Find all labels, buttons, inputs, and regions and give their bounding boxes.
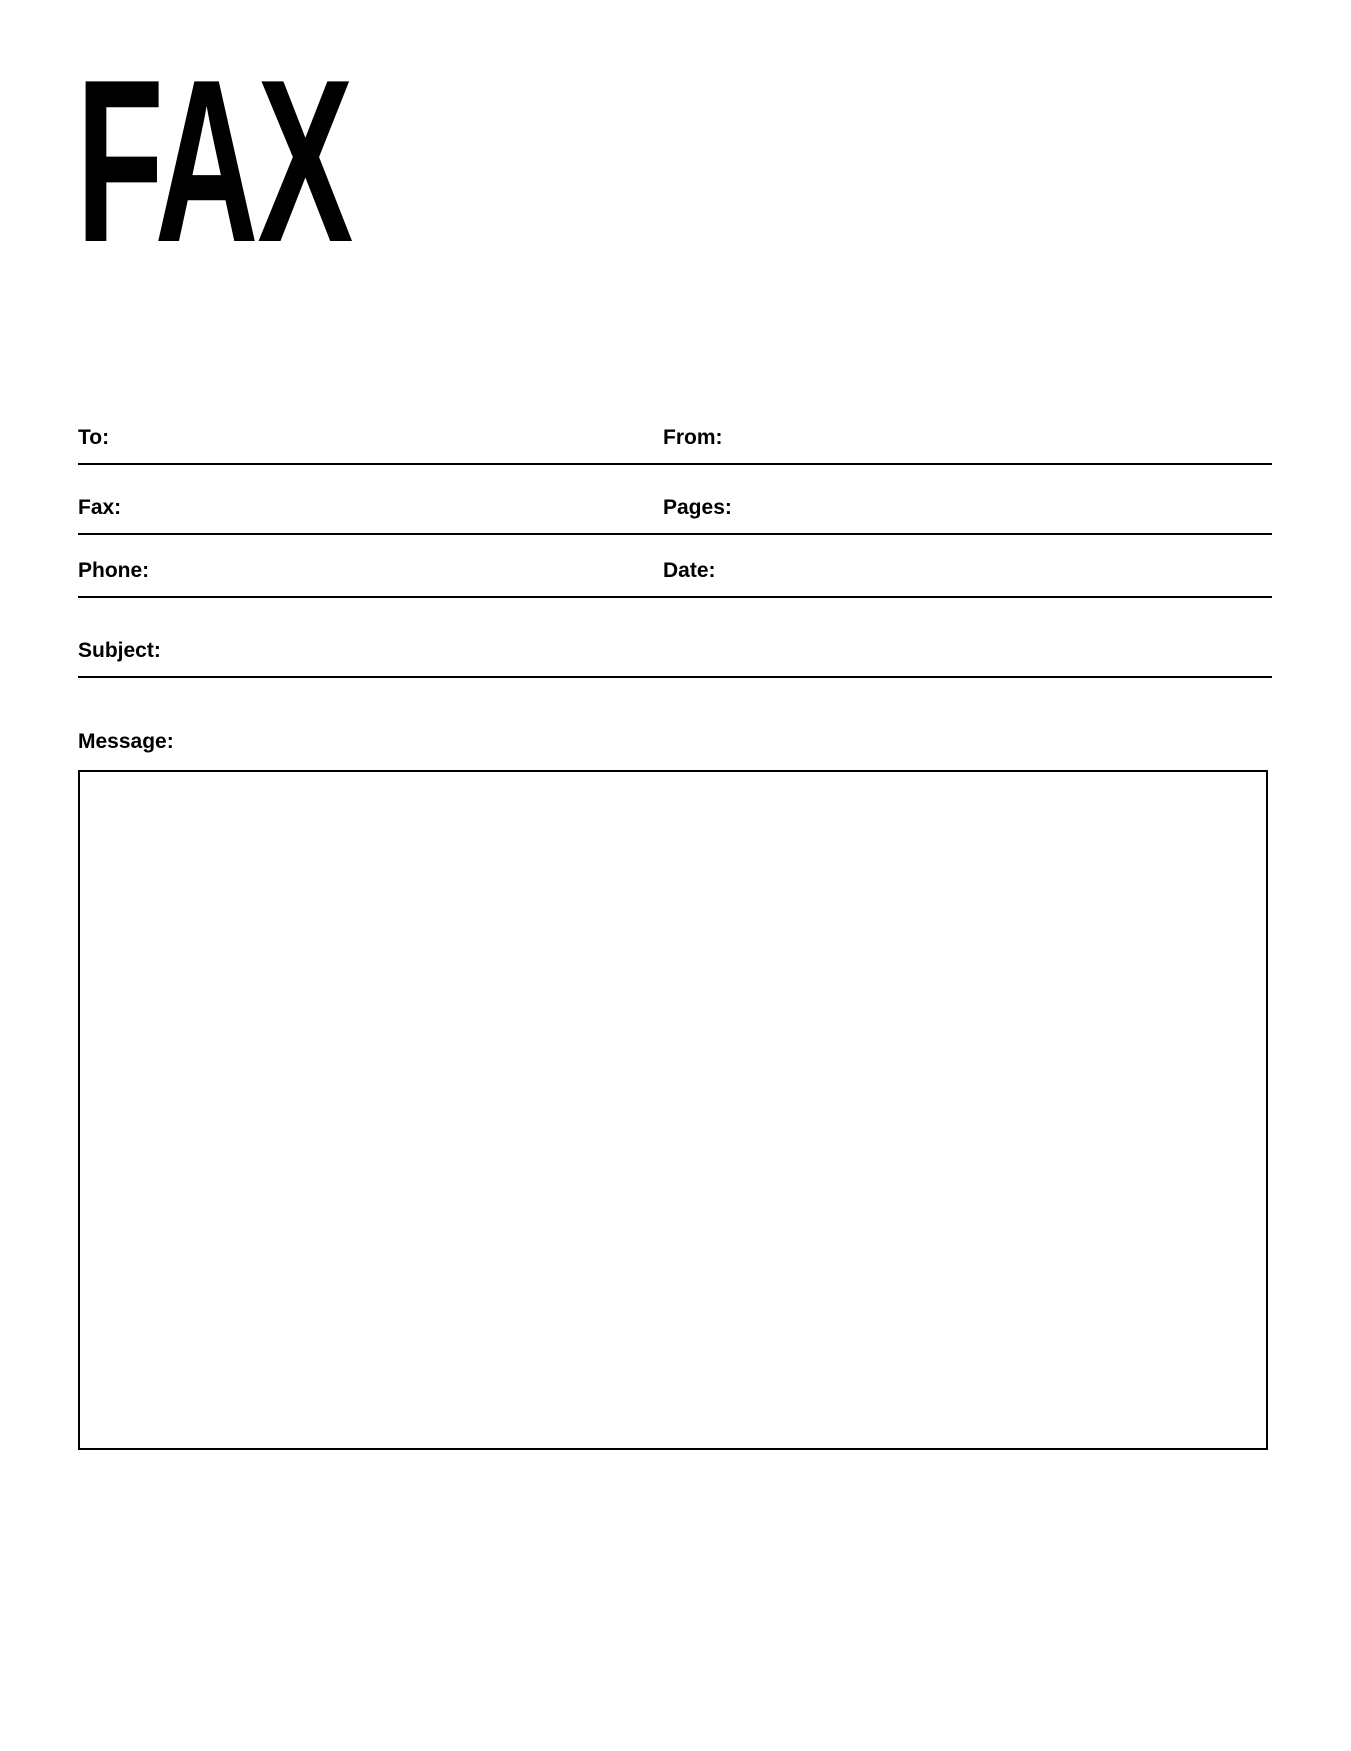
- field-subject-rule: [78, 676, 1272, 678]
- field-row-phone-date: [78, 558, 1272, 598]
- field-subject-label: Subject:: [78, 639, 161, 662]
- message-box[interactable]: [78, 770, 1268, 1450]
- field-fax-label: Fax:: [78, 496, 122, 519]
- field-pages-input[interactable]: [749, 495, 1259, 522]
- field-date[interactable]: [663, 558, 1272, 598]
- field-fax-input[interactable]: [142, 495, 652, 522]
- field-fax-rule: [78, 533, 663, 535]
- field-message-label: Message:: [78, 730, 174, 753]
- field-row-fax-pages: [78, 495, 1272, 535]
- field-date-label: Date:: [663, 559, 716, 582]
- field-phone-label: Phone:: [78, 559, 150, 582]
- field-fax[interactable]: [78, 495, 663, 535]
- field-from[interactable]: [663, 425, 1272, 465]
- field-date-input[interactable]: [731, 558, 1259, 585]
- field-phone-rule: [78, 596, 663, 598]
- field-message-input[interactable]: [90, 780, 1252, 1436]
- field-from-label: From:: [663, 426, 723, 449]
- field-row-to-from: [78, 425, 1272, 465]
- field-pages-rule: [663, 533, 1272, 535]
- field-from-rule: [663, 463, 1272, 465]
- page-title: FAX: [76, 32, 353, 291]
- field-subject-input[interactable]: [180, 638, 1264, 665]
- field-subject[interactable]: [78, 638, 1272, 678]
- field-date-rule: [663, 596, 1272, 598]
- field-phone[interactable]: [78, 558, 663, 598]
- field-phone-input[interactable]: [170, 558, 652, 585]
- field-pages-label: Pages:: [663, 496, 732, 519]
- field-from-input[interactable]: [739, 425, 1259, 452]
- field-to[interactable]: [78, 425, 663, 465]
- field-pages[interactable]: [663, 495, 1272, 535]
- field-to-input[interactable]: [132, 425, 652, 452]
- field-to-label: To:: [78, 426, 110, 449]
- field-to-rule: [78, 463, 663, 465]
